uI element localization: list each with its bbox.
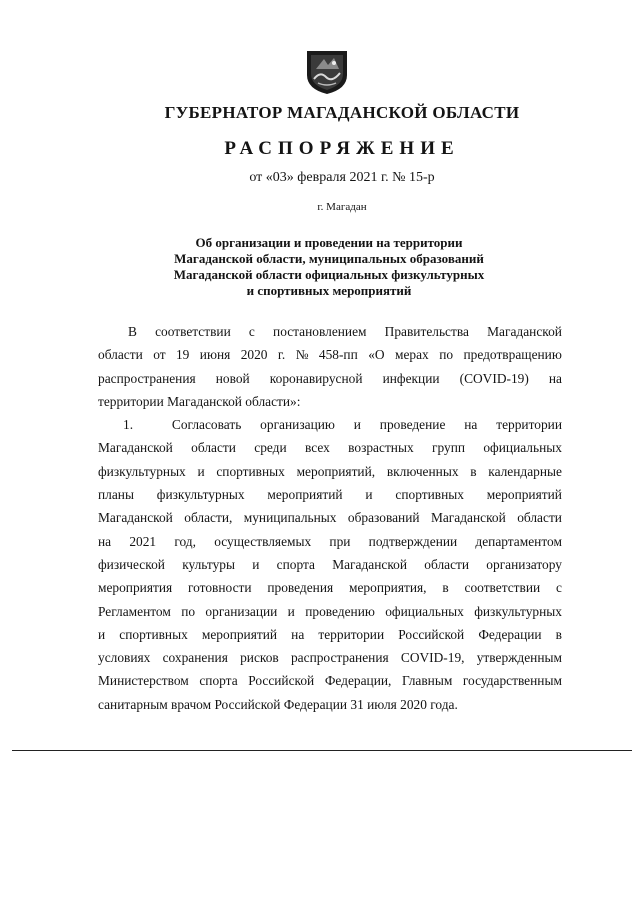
text-word: мероприятия bbox=[98, 580, 173, 596]
text-word: на bbox=[98, 533, 112, 549]
text-word: и bbox=[353, 417, 361, 433]
text-word: рисков bbox=[240, 650, 279, 666]
text-word: области bbox=[517, 510, 562, 526]
text-word: готовности bbox=[188, 580, 252, 596]
text-word: Федерации bbox=[478, 626, 542, 642]
text-line bbox=[98, 390, 562, 413]
subject-line: Магаданской области официальных физкультурных bbox=[173, 267, 485, 282]
numbered-item-1 bbox=[98, 413, 562, 716]
text-line bbox=[98, 646, 562, 669]
text-word: сохранения bbox=[162, 650, 228, 666]
text-word: распространения bbox=[98, 370, 196, 386]
text-word: среди bbox=[254, 440, 287, 456]
text-word: спортивных bbox=[119, 626, 188, 642]
text-word: коронавирусной bbox=[269, 370, 363, 386]
text-word: возрастных bbox=[348, 440, 414, 456]
text-word: области bbox=[424, 556, 470, 572]
text-word: 458-пп bbox=[318, 347, 358, 363]
text-word: Российской bbox=[248, 673, 315, 689]
text-word: подтверждении bbox=[368, 533, 458, 549]
text-word: департаментом bbox=[475, 533, 562, 549]
text-line bbox=[98, 460, 562, 483]
text-word: муниципальных bbox=[243, 510, 337, 526]
preamble-paragraph bbox=[98, 320, 562, 413]
text-line bbox=[98, 553, 562, 576]
text-word: Министерством bbox=[98, 673, 189, 689]
text-word: мероприятий, bbox=[296, 463, 376, 479]
text-word: организации bbox=[205, 603, 278, 619]
subject-line: и спортивных мероприятий bbox=[246, 283, 412, 298]
text-word: соответствии bbox=[155, 324, 231, 339]
text-word: образований bbox=[347, 510, 420, 526]
text-word: физкультурных bbox=[474, 603, 562, 619]
text-word: спортивных bbox=[216, 463, 285, 479]
text-word: по bbox=[181, 603, 196, 619]
text-word: Правительства bbox=[384, 324, 469, 339]
text-word: и bbox=[98, 626, 106, 642]
text-word: календарные bbox=[488, 463, 562, 479]
text-word: осуществляемых bbox=[214, 533, 312, 549]
text-word: июня bbox=[199, 347, 231, 363]
text-word: с bbox=[248, 324, 255, 339]
text-word: Российской bbox=[398, 626, 465, 642]
text-word: мероприятий bbox=[486, 487, 562, 503]
text-line bbox=[98, 483, 562, 506]
text-word: В bbox=[128, 324, 137, 339]
text-word: мероприятий bbox=[201, 626, 278, 642]
document-subject bbox=[110, 235, 548, 299]
text-word: организацию bbox=[260, 417, 335, 433]
text-word: проведению bbox=[305, 603, 375, 619]
text-word: Регламентом bbox=[98, 603, 171, 619]
text-word: в bbox=[442, 580, 449, 596]
text-line bbox=[98, 413, 562, 436]
text-word: на bbox=[548, 370, 562, 386]
text-word: физической bbox=[98, 556, 165, 572]
text-word: спорта bbox=[276, 556, 315, 572]
text-word: от bbox=[153, 347, 166, 363]
text-word: и bbox=[365, 487, 373, 503]
text-word: области bbox=[191, 440, 236, 456]
text-word: постановлением bbox=[273, 324, 367, 339]
text-word: Магаданской bbox=[430, 510, 506, 526]
text-word: Магаданской bbox=[98, 510, 173, 526]
text-word: в bbox=[555, 626, 562, 642]
text-word: инфекции bbox=[382, 370, 440, 386]
text-word: 2021 bbox=[129, 533, 157, 549]
text-word: распространения bbox=[290, 650, 389, 666]
text-word: проведение bbox=[379, 417, 446, 433]
item-number: 1. bbox=[123, 417, 134, 433]
text-word: условиях bbox=[98, 650, 151, 666]
doc-type-title: РАСПОРЯЖЕНИЕ bbox=[224, 138, 460, 159]
text-word: предотвращению bbox=[463, 347, 562, 363]
text-word: мероприятий bbox=[267, 487, 343, 503]
text-word: «О bbox=[368, 347, 385, 363]
text-word: государственным bbox=[462, 673, 562, 689]
text-word: с bbox=[556, 580, 562, 596]
text-word: 2020 bbox=[240, 347, 268, 363]
doc-date-number: от «03» февраля 2021 г. № 15-р bbox=[249, 170, 435, 185]
text-word: на bbox=[464, 417, 478, 433]
text-word: при bbox=[329, 533, 351, 549]
text-word: мерах bbox=[395, 347, 429, 363]
text-line bbox=[98, 436, 562, 459]
text-word: области bbox=[98, 347, 143, 363]
text-word: утвержденным bbox=[476, 650, 562, 666]
text-word: Магаданской bbox=[98, 440, 173, 456]
text-line bbox=[98, 530, 562, 553]
text-word: групп bbox=[431, 440, 466, 456]
text-word: соответствии bbox=[464, 580, 541, 596]
text-line bbox=[98, 506, 562, 529]
subject-line: Магаданской области, муниципальных образований bbox=[174, 251, 484, 266]
text-word: области, bbox=[184, 510, 233, 526]
text-word: Магаданской bbox=[487, 324, 562, 339]
text-word: 19 bbox=[175, 347, 190, 363]
text-word: всех bbox=[304, 440, 330, 456]
document-body bbox=[98, 320, 562, 716]
text-word: и bbox=[287, 603, 295, 619]
text-word: планы bbox=[98, 487, 134, 503]
text-word: Согласовать bbox=[171, 417, 242, 433]
text-word: и bbox=[252, 556, 260, 572]
text-word: год, bbox=[174, 533, 196, 549]
text-word: по bbox=[439, 347, 454, 363]
text-word: физкультурных bbox=[98, 463, 186, 479]
page-bottom-rule bbox=[12, 750, 632, 751]
text-word: г. bbox=[277, 347, 286, 363]
text-word: COVID-19, bbox=[400, 650, 465, 666]
text-word: в bbox=[470, 463, 477, 479]
text-word: организатору bbox=[486, 556, 562, 572]
text-word: Федерации, bbox=[324, 673, 392, 689]
text-line bbox=[98, 693, 562, 716]
text-word: Магаданской bbox=[332, 556, 408, 572]
text-word: территории bbox=[318, 626, 385, 642]
doc-place: г. Магадан bbox=[317, 201, 367, 213]
text-line bbox=[98, 600, 562, 623]
text-line bbox=[98, 343, 562, 366]
text-word: № bbox=[295, 347, 309, 363]
text-word: (COVID-19) bbox=[459, 370, 529, 386]
subject-line: Об организации и проведении на территории bbox=[195, 235, 463, 250]
text-word: культуры bbox=[182, 556, 235, 572]
text-line bbox=[98, 623, 562, 646]
text-word: официальных bbox=[483, 440, 562, 456]
text-line bbox=[98, 576, 562, 599]
text-word: санитарным врачом Российской Федерации 31 июля 2020 года. bbox=[98, 696, 458, 712]
text-word: спортивных bbox=[395, 487, 464, 503]
text-word: территории Магаданской области»: bbox=[98, 393, 301, 409]
org-title: ГУБЕРНАТОР МАГАДАНСКОЙ ОБЛАСТИ bbox=[164, 103, 520, 122]
text-word: включенных bbox=[386, 463, 459, 479]
text-word: физкультурных bbox=[156, 487, 245, 503]
text-line bbox=[98, 320, 562, 343]
text-word: мероприятия, bbox=[349, 580, 427, 596]
text-line bbox=[98, 669, 562, 692]
text-word: и bbox=[197, 463, 205, 479]
text-word: территории bbox=[496, 417, 562, 433]
text-word: спорта bbox=[199, 673, 238, 689]
coat-of-arms-icon bbox=[304, 49, 350, 95]
text-word: проведения bbox=[267, 580, 334, 596]
text-word: на bbox=[291, 626, 305, 642]
text-word: новой bbox=[215, 370, 250, 386]
text-line bbox=[98, 367, 562, 390]
text-word: официальных bbox=[385, 603, 464, 619]
text-word: Главным bbox=[401, 673, 453, 689]
